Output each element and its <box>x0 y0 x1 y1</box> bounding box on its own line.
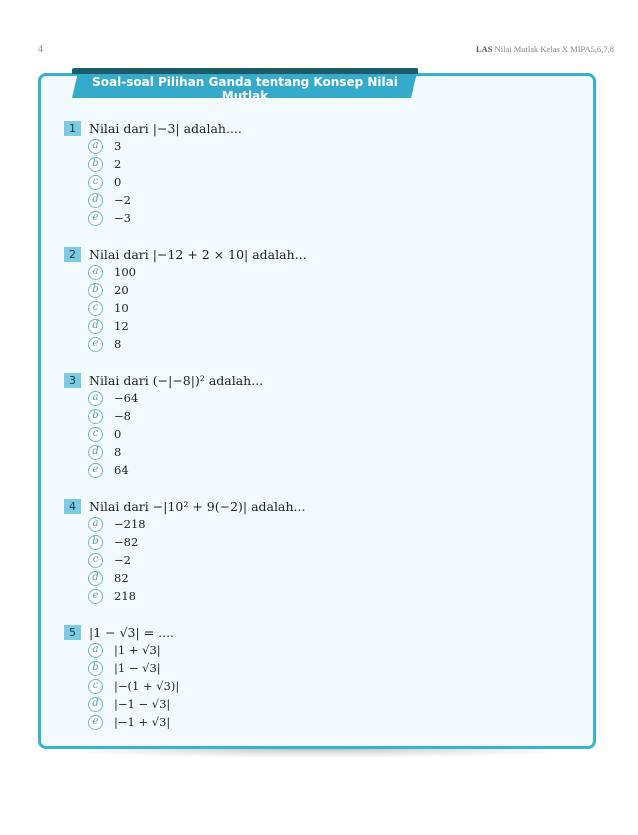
option-a[interactable] <box>88 515 305 533</box>
question-text: |1 − √3| = .... <box>89 624 175 640</box>
option-value: −8 <box>114 409 131 423</box>
option-value: 8 <box>114 337 122 351</box>
option-value: |1 − √3| <box>114 661 161 675</box>
question-head <box>64 497 305 515</box>
question-3 <box>64 371 263 479</box>
option-d[interactable] <box>88 317 307 335</box>
option-a[interactable] <box>88 389 263 407</box>
option-letter: a <box>88 265 103 280</box>
option-b[interactable] <box>88 155 242 173</box>
option-c[interactable] <box>88 173 242 191</box>
option-d[interactable] <box>88 569 305 587</box>
question-number: 2 <box>64 247 81 262</box>
option-e[interactable] <box>88 461 263 479</box>
option-letter: b <box>88 157 103 172</box>
section-title: Soal-soal Pilihan Ganda tentang Konsep Nilai Mutlak <box>92 75 398 103</box>
running-header-bold: LAS <box>475 44 493 54</box>
option-value: −64 <box>114 391 139 405</box>
option-value: −218 <box>114 517 146 531</box>
option-value: 8 <box>114 445 122 459</box>
question-number: 4 <box>64 499 81 514</box>
question-4 <box>64 497 305 605</box>
option-value: 218 <box>114 589 136 603</box>
option-a[interactable] <box>88 641 179 659</box>
question-number: 1 <box>64 121 81 136</box>
question-head <box>64 623 179 641</box>
option-value: 10 <box>114 301 129 315</box>
option-b[interactable] <box>88 533 305 551</box>
option-letter: b <box>88 661 103 676</box>
option-letter: e <box>88 463 103 478</box>
option-letter: e <box>88 715 103 730</box>
option-b[interactable] <box>88 659 179 677</box>
option-letter: d <box>88 445 103 460</box>
option-c[interactable] <box>88 299 307 317</box>
option-letter: d <box>88 193 103 208</box>
option-c[interactable] <box>88 425 263 443</box>
option-letter: c <box>88 679 103 694</box>
title-banner-top-strip <box>72 68 418 74</box>
question-text: Nilai dari −|10² + 9(−2)| adalah... <box>89 498 306 514</box>
page-number: 4 <box>38 44 43 55</box>
option-letter: a <box>88 391 103 406</box>
option-letter: b <box>88 409 103 424</box>
question-number: 3 <box>64 373 81 388</box>
option-e[interactable] <box>88 713 179 731</box>
option-value: |−1 + √3| <box>114 715 171 729</box>
option-letter: a <box>88 643 103 658</box>
question-head <box>64 245 307 263</box>
question-head <box>64 119 242 137</box>
option-value: 82 <box>114 571 129 585</box>
option-letter: a <box>88 139 103 154</box>
option-value: 0 <box>114 427 122 441</box>
option-letter: e <box>88 337 103 352</box>
option-value: 100 <box>114 265 136 279</box>
option-value: 3 <box>114 139 122 153</box>
question-5 <box>64 623 179 731</box>
option-letter: c <box>88 175 103 190</box>
option-e[interactable] <box>88 335 307 353</box>
option-e[interactable] <box>88 209 242 227</box>
question-text: Nilai dari (−|−8|)² adalah... <box>89 372 264 388</box>
option-letter: d <box>88 697 103 712</box>
option-letter: e <box>88 589 103 604</box>
option-value: −2 <box>114 193 131 207</box>
option-value: |−1 − √3| <box>114 697 171 711</box>
option-b[interactable] <box>88 281 307 299</box>
option-letter: b <box>88 535 103 550</box>
option-c[interactable] <box>88 677 179 695</box>
option-a[interactable] <box>88 263 307 281</box>
question-head <box>64 371 263 389</box>
option-letter: d <box>88 571 103 586</box>
option-d[interactable] <box>88 443 263 461</box>
running-header-text: Nilai Mutlak Kelas X MIPA5,6,7,8 <box>494 44 614 54</box>
option-value: |−(1 + √3)| <box>114 679 180 693</box>
option-value: 12 <box>114 319 129 333</box>
option-d[interactable] <box>88 191 242 209</box>
question-2 <box>64 245 307 353</box>
option-a[interactable] <box>88 137 242 155</box>
option-letter: d <box>88 319 103 334</box>
question-1 <box>64 119 242 227</box>
option-b[interactable] <box>88 407 263 425</box>
option-value: −3 <box>114 211 131 225</box>
running-header <box>476 44 614 54</box>
title-banner <box>72 68 418 103</box>
option-value: −2 <box>114 553 131 567</box>
option-c[interactable] <box>88 551 305 569</box>
option-value: 20 <box>114 283 129 297</box>
option-value: 64 <box>114 463 129 477</box>
option-letter: c <box>88 427 103 442</box>
option-letter: c <box>88 301 103 316</box>
option-d[interactable] <box>88 695 179 713</box>
option-value: 2 <box>114 157 122 171</box>
option-letter: a <box>88 517 103 532</box>
question-text: Nilai dari |−3| adalah.... <box>89 120 242 136</box>
option-letter: c <box>88 553 103 568</box>
option-e[interactable] <box>88 587 305 605</box>
option-letter: e <box>88 211 103 226</box>
option-value: 0 <box>114 175 122 189</box>
question-text: Nilai dari |−12 + 2 × 10| adalah... <box>89 246 307 262</box>
option-value: −82 <box>114 535 139 549</box>
option-letter: b <box>88 283 103 298</box>
question-number: 5 <box>64 625 81 640</box>
option-value: |1 + √3| <box>114 643 161 657</box>
